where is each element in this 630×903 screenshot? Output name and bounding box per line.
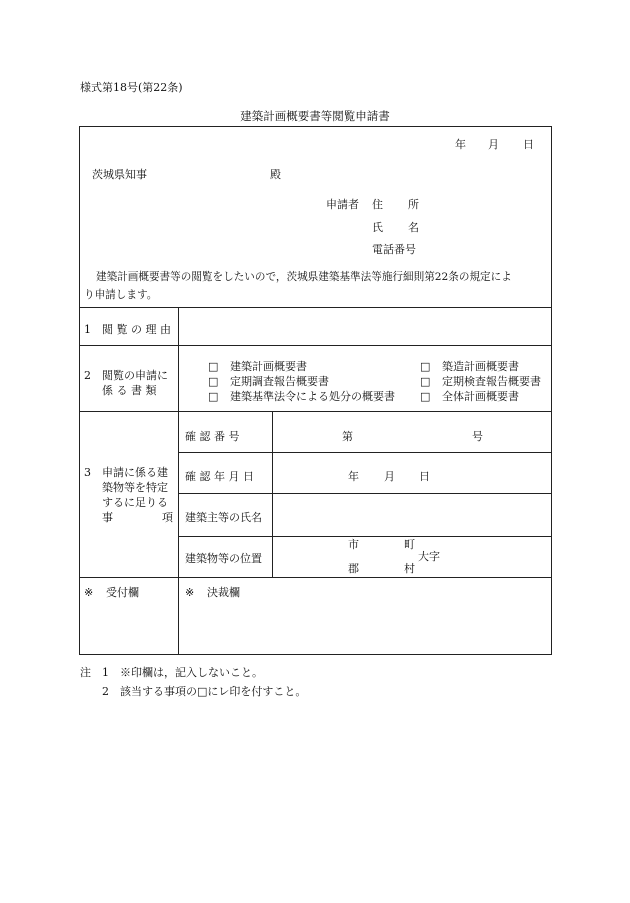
- applicant-address-2: 所: [408, 198, 419, 211]
- checkbox[interactable]: □: [208, 360, 219, 373]
- honorific: 殿: [270, 168, 281, 181]
- checkbox[interactable]: □: [420, 360, 431, 373]
- rule-building: [80, 577, 551, 578]
- date-month: 月: [488, 138, 499, 151]
- date-day: 日: [523, 138, 534, 151]
- reason-label: 閲 覧 の 理 由: [102, 323, 171, 336]
- building-label-1: 申請に係る建: [102, 466, 168, 479]
- decision-mark: ※: [185, 586, 195, 599]
- statement-line-2: り申請します。: [84, 289, 158, 301]
- location-oaza: 大字: [418, 550, 440, 563]
- confirm-number-suffix: 号: [472, 430, 483, 443]
- confirm-date-day: 日: [419, 470, 430, 483]
- note-2-text: 該当する事項の□にレ印を付すこと。: [120, 685, 307, 698]
- location-label: 建築物等の位置: [185, 552, 262, 565]
- option-disposition-summary: 建築基準法令による処分の概要書: [230, 390, 395, 403]
- option-overall-plan-summary: 全体計画概要書: [442, 390, 519, 403]
- applicant-address-1: 住: [372, 198, 383, 211]
- building-label-3: するに足りる: [102, 496, 168, 509]
- applicant-phone: 電話番号: [372, 243, 416, 256]
- note-1-number: 1: [102, 666, 109, 679]
- checkbox[interactable]: □: [420, 390, 431, 403]
- receipt-mark: ※: [84, 586, 94, 599]
- statement-line-1: 建築計画概要書等の閲覧をしたいので，茨城県建築基準法等施行細則第22条の規定によ: [96, 271, 512, 283]
- owner-label: 建築主等の氏名: [185, 511, 262, 524]
- decision-label: 決裁欄: [207, 586, 240, 599]
- checkbox[interactable]: □: [208, 375, 219, 388]
- checkbox[interactable]: □: [208, 390, 219, 403]
- rule-owner: [178, 536, 551, 537]
- option-periodic-survey-summary: 定期調査報告概要書: [230, 375, 329, 388]
- note-2-number: 2: [102, 685, 109, 698]
- option-structure-plan-summary: 築造計画概要書: [442, 360, 519, 373]
- confirm-date-year: 年: [348, 470, 359, 483]
- rule-confirm-date: [178, 493, 551, 494]
- form-number: 様式第18号(第22条): [80, 81, 183, 94]
- receipt-label: 受付欄: [106, 586, 139, 599]
- option-periodic-inspection-summary: 定期検査報告概要書: [442, 375, 541, 388]
- confirm-number-label: 確 認 番 号: [185, 430, 240, 443]
- document-title: 建築計画概要書等閲覧申請書: [240, 109, 390, 123]
- building-label-4a: 事: [102, 511, 113, 524]
- option-building-plan-summary: 建築計画概要書: [230, 360, 307, 373]
- rule-sub-column: [272, 411, 273, 577]
- documents-label-1: 閲覧の申請に: [102, 369, 168, 382]
- rule-top-section: [80, 307, 551, 308]
- applicant-name-2: 名: [408, 221, 419, 234]
- addressee: 茨城県知事: [92, 168, 147, 181]
- location-county: 郡: [348, 562, 359, 575]
- confirm-date-month: 月: [384, 470, 395, 483]
- applicant-name-1: 氏: [372, 221, 383, 234]
- note-1-text: ※印欄は，記入しないこと。: [120, 666, 263, 679]
- rule-label-column: [178, 307, 179, 654]
- checkbox[interactable]: □: [420, 375, 431, 388]
- documents-number: 2: [84, 369, 91, 382]
- rule-documents: [80, 411, 551, 412]
- applicant-label: 申請者: [326, 198, 359, 211]
- building-label-2: 築物等を特定: [102, 481, 168, 494]
- documents-label-2: 係 る 書 類: [102, 384, 157, 397]
- location-town: 町: [404, 538, 415, 551]
- notes-prefix: 注: [80, 666, 91, 679]
- location-city: 市: [348, 538, 359, 551]
- building-label-4b: 項: [162, 511, 173, 524]
- rule-confirm-no: [178, 452, 551, 453]
- location-village: 村: [404, 562, 415, 575]
- rule-reason: [80, 345, 551, 346]
- building-number: 3: [84, 466, 91, 479]
- confirm-date-label: 確 認 年 月 日: [185, 470, 254, 483]
- date-year: 年: [455, 138, 466, 151]
- reason-number: 1: [84, 323, 91, 336]
- confirm-number-prefix: 第: [342, 430, 353, 443]
